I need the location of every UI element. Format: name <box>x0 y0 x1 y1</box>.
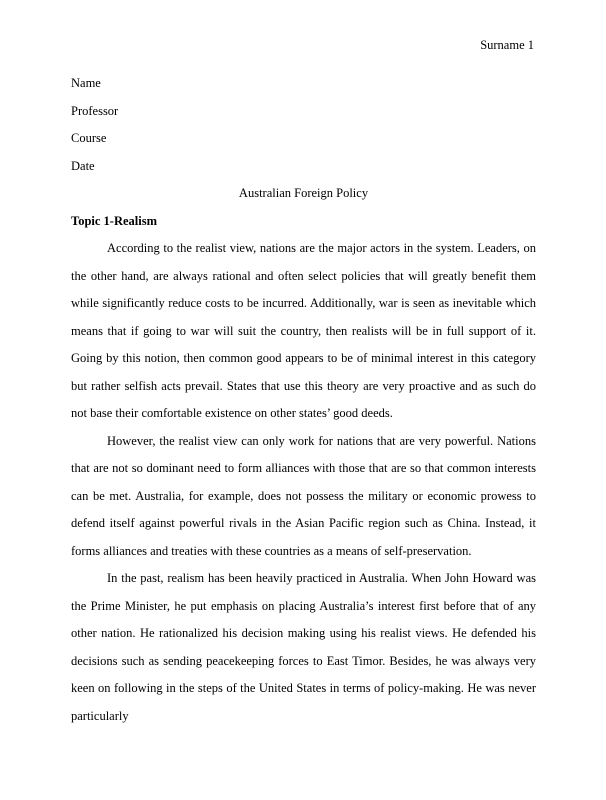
running-head: Surname 1 <box>480 38 534 52</box>
body-paragraph-2: However, the realist view can only work for nations that are very powerful. Nations that are not so dominant need to form alliances with those that are so that common interests can be met. Australia, for example, does not possess the military or economic prowess to defend itself against powerful rivals in the Asian Pacific region such as China. Instead, it forms alliances and treaties with these countries as a means of self-preservation. <box>71 433 536 558</box>
document-body <box>71 70 536 730</box>
course-name: Course <box>71 131 107 145</box>
professor-name: Professor <box>71 103 119 118</box>
body-paragraph-1: According to the realist view, nations are the major actors in the system. Leaders, on the other hand, are always rational and often select policies that will greatly benefit them while significantly reduce costs to be incurred. Additionally, war is seen as inevitable which means that if going to war will suit the country, then realists will be in full support of it. Going by this notion, then common good appears to be of minimal interest in this category but rather selfish acts prevail. States that use this theory are very proactive and as such do not base their comfortable existence on other states’ good deeds. <box>71 241 536 420</box>
body-paragraph-3: In the past, realism has been heavily practiced in Australia. When John Howard was the Prime Minister, he put emphasis on placing Australia’s interest first before that of any other nation. He rationalized his decision making using his realist views. He defended his decisions such as sending peacekeeping forces to East Timor. Besides, he was always very keen on following in the steps of the United States in terms of policy-making. He was never particularly <box>71 571 536 723</box>
section-heading: Topic 1-Realism <box>71 213 157 228</box>
date-line: Date <box>71 158 95 173</box>
paper-title: Australian Foreign Policy <box>238 186 369 200</box>
student-name: Name <box>71 76 101 90</box>
